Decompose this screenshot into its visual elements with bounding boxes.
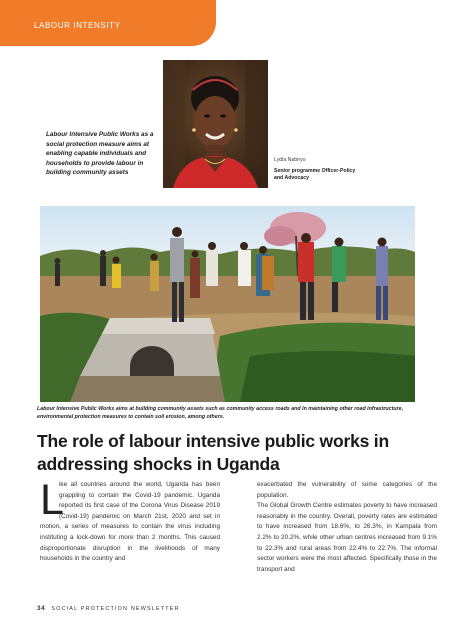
intro-pull-quote: Labour Intensive Public Works as a social protection measure aims at enabling capable individuals and households to provide labour in building community assets: [46, 131, 154, 176]
portrait-name: Lydia Nabiryo: [274, 157, 306, 163]
page-footer: [37, 605, 180, 612]
section-header-tab: [0, 0, 216, 46]
body-paragraph: The Global Growth Centre estimates poverty to have increased reasonably in the country. Overall, poverty rates are estimated to have increased from 18.6%, to 26.3%, in Kampala from 2.2% to 20.2%, while other urban centres increased from 9.1% to 22.3% and rural areas from 22.4% to 22.7%. The informal sector workers were the most affected. Specifically those in the transport and: [257, 502, 437, 573]
drop-cap: L: [40, 476, 64, 524]
body-paragraph: exacerbated the vulnerability of some categories of the population.: [257, 481, 437, 499]
field-photo: [40, 206, 415, 402]
publication-name: SOCIAL PROTECTION NEWSLETTER: [51, 606, 180, 612]
page-number: 34: [37, 605, 46, 612]
portrait-title: Senior programme Officer-Policy and Advocacy: [274, 168, 356, 181]
section-label: LABOUR INTENSITY: [34, 21, 121, 30]
article-column-left: [40, 476, 220, 565]
body-text-left: ike all countries around the world, Uganda has been grappling to contain the Covid-19 pandemic. Uganda reported its first case of the Corona Virus Disease 2019 (Covid-19) pandemic on March 21st, 2020 and set in motion, a series of measures to contain the virus including instituting a lock-down for more than 2 months. This caused disproportionate disruption in the livelihoods of many households in the country and: [40, 481, 220, 563]
portrait-photo: [163, 60, 268, 188]
photo-caption: Labour Intensive Public Works aims at building community assets such as community access roads and in maintaining other road infrastructure, environmental protection measures to contain soil erosion, among others.: [37, 406, 404, 420]
article-title: The role of labour intensive public works in addressing shocks in Uganda: [37, 431, 389, 474]
article-column-right: [257, 480, 437, 575]
